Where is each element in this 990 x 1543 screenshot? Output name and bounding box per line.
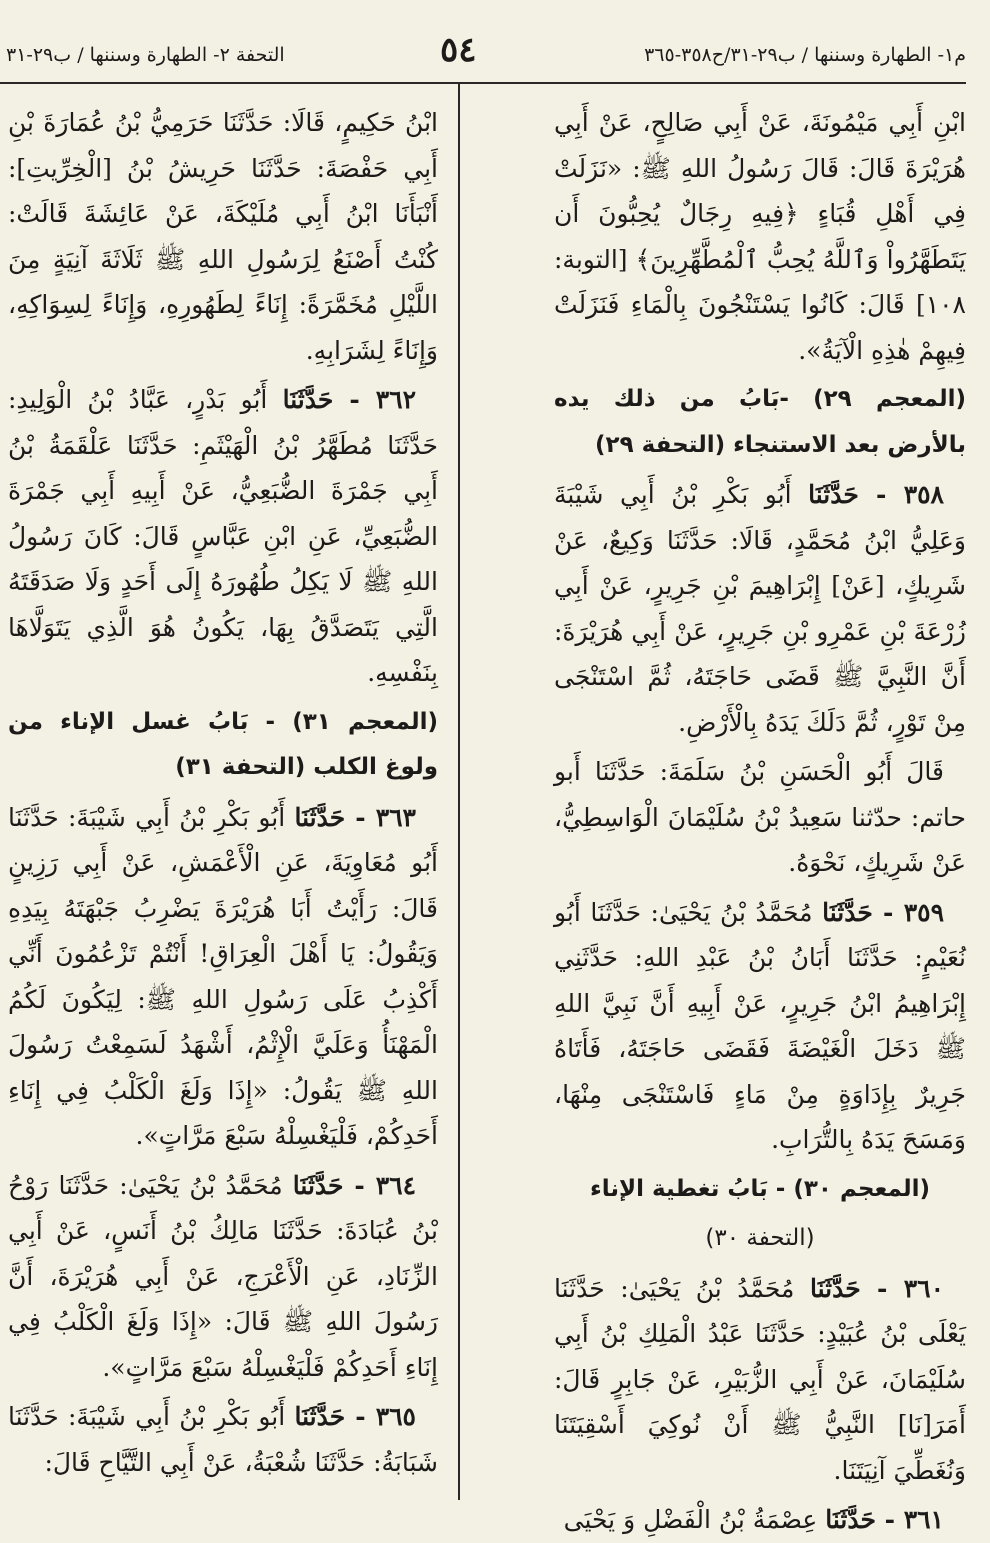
page-header <box>0 0 990 80</box>
hadith-363 <box>8 795 438 1159</box>
paragraph-continuation: ابْنِ أَبِي مَيْمُونَةَ، عَنْ أَبِي صَالِحٍ، عَنْ أَبِي هُرَيْرَةَ قَالَ: قَالَ رَسُولُ اللهِ ﷺ: «نَزَلَتْ فِي أَهْلِ قُبَاءٍ ﴿فِيهِ رِجَالٌ يُحِبُّونَ أَن يَتَطَهَّرُواْ وَٱللَّهُ يُحِبُّ ٱلْمُطَّهِّرِينَ﴾ [التوبة: ١٠٨] قَالَ: كَانُوا يَسْتَنْجُونَ بِالْمَاءِ فَنَزَلَتْ فِيهِمْ هٰذِهِ الْآيَةُ». <box>554 108 966 365</box>
running-head-right: م١- الطهارة وسننها / ب٢٩-٣١/ح٣٥٨-٣٦٥ <box>644 44 966 66</box>
hadith-359 <box>554 890 966 1163</box>
hadith-361 <box>554 1497 966 1543</box>
page-number: ٥٤ <box>440 30 477 70</box>
hadith-365 <box>8 1394 438 1485</box>
hadith-text: مُحَمَّدُ بْنُ يَحْيَىٰ: حَدَّثَنَا يَعْلَى بْنُ عُبَيْدٍ: حَدَّثَنَا عَبْدُ الْمَلِكِ بْنُ أَبِي سُلَيْمَانَ، عَنْ أَبِي الزُّبَيْرِ، عَنْ جَابِرٍ قَالَ: أَمَرَ[نَا] النَّبِيُّ ﷺ أَنْ نُوكِيَ أَسْقِيَتَنَا وَنُغَطِّيَ آنِيَتَنَا. <box>554 1273 966 1485</box>
hadith-364 <box>8 1163 438 1391</box>
hadith-text: أَبُو بَكْرِ بْنُ أَبِي شَيْبَةَ وَعَلِيُّ ابْنُ مُحَمَّدٍ، قَالَا: حَدَّثَنَا وَكِيعٌ، عَنْ شَرِيكٍ، [عَنْ] إِبْرَاهِيمَ بْنِ جَرِيرٍ، عَنْ أَبِي زُرْعَةَ بْنِ عَمْرِو بْنِ جَرِيرٍ، عَنْ أَبِي هُرَيْرَةَ: أَنَّ النَّبِيَّ ﷺ قَضَى حَاجَتَهُ، ثُمَّ اسْتَنْجَى مِنْ تَوْرٍ، ثُمَّ دَلَكَ يَدَهُ بِالْأَرْضِ. <box>554 480 966 737</box>
hadith-358 <box>554 472 966 745</box>
hadith-text: عِصْمَةُ بْنُ الْفَضْلِ وَ يَحْيَى <box>563 1505 818 1534</box>
paragraph-continuation: ابْنُ حَكِيمٍ، قَالَا: حَدَّثَنَا حَرَمِيُّ بْنُ عُمَارَةَ بْنِ أَبِي حَفْصَةَ: حَدَّثَنَا حَرِيشُ بْنُ [الْخِرِّيتِ]: أَنْبَأَنَا ابْنُ أَبِي مُلَيْكَةَ، عَنْ عَائِشَةَ قَالَتْ: كُنْتُ أَصْنَعُ لِرَسُولِ اللهِ ﷺ ثَلَاثَةَ آنِيَةٍ مِنَ اللَّيْلِ مُخَمَّرَةً: إِنَاءً لِطَهُورِهِ، وَإِنَاءً لِسِوَاكِهِ، وَإِنَاءً لِشَرَابِهِ. <box>8 108 438 365</box>
hadith-number: ٣٦٤ - حَدَّثَنَا <box>292 1170 417 1200</box>
chapter-heading-30-sub: (التحفة ٣٠) <box>705 1225 815 1251</box>
hadith-number: ٣٦٢ - حَدَّثَنَا <box>282 385 417 414</box>
column-divider <box>458 84 460 1500</box>
right-column <box>554 100 966 1534</box>
hadith-number: ٣٦٥ - حَدَّثَنَا <box>294 1402 416 1431</box>
chapter-heading-29: (المعجم ٢٩) -بَابُ من ذلك يده بالأرض بعد الاستنجاء (التحفة ٢٩) <box>554 386 966 458</box>
chapter-heading-30: (المعجم ٣٠) - بَابُ تغطية الإناء <box>589 1175 930 1202</box>
left-column <box>8 100 438 1490</box>
hadith-text: مُحَمَّدُ بْنُ يَحْيَىٰ: حَدَّثَنَا أَبُو نُعَيْمٍ: حَدَّثَنَا أَبَانُ بْنُ عَبْدِ اللهِ: حَدَّثَنِي إِبْرَاهِيمُ ابْنُ جَرِيرٍ، عَنْ أَبِيهِ أَنَّ نَبِيَّ اللهِ ﷺ دَخَلَ الْغَيْضَةَ فَقَضَى حَاجَتَهُ، فَأَتَاهُ جَرِيرٌ بِإِدَاوَةٍ مِنْ مَاءٍ فَاسْتَنْجَى مِنْهَا، وَمَسَحَ يَدَهُ بِالتُّرَابِ. <box>554 897 966 1154</box>
hadith-number: ٣٦٠ - حَدَّثَنَا <box>809 1273 945 1303</box>
hadith-number: ٣٦١ - حَدَّثَنَا <box>825 1505 944 1534</box>
hadith-text: أَبُو بَدْرٍ، عَبَّادُ بْنُ الْوَلِيدِ: حَدَّثَنَا مُطَهَّرُ بْنُ الْهَيْثَمِ: حَدَّثَنَا عَلْقَمَةُ بْنُ أَبِي جَمْرَةَ الضُّبَعِيُّ، عَنْ أَبِيهِ أَبِي جَمْرَةَ الضُّبَعِيِّ، عَنِ ابْنِ عَبَّاسٍ قَالَ: كَانَ رَسُولُ اللهِ ﷺ لَا يَكِلُ طُهُورَهُ إِلَى أَحَدٍ وَلَا صَدَقَتَهُ الَّتِي يَتَصَدَّقُ بِهَا، يَكُونُ هُوَ الَّذِي يَتَوَلَّاهَا بِنَفْسِهِ. <box>8 385 438 687</box>
hadith-number: ٣٦٣ - حَدَّثَنَا <box>294 802 416 832</box>
running-head-left: التحفة ٢- الطهارة وسننها / ب٢٩-٣١ <box>6 44 285 66</box>
hadith-362 <box>8 377 438 696</box>
hadith-number: ٣٥٩ - حَدَّثَنَا <box>822 897 945 927</box>
hadith-360 <box>554 1266 966 1494</box>
header-rule <box>0 82 966 84</box>
chapter-heading-31: (المعجم ٣١) - بَابُ غسل الإناء من ولوغ الكلب (التحفة ٣١) <box>8 708 438 780</box>
hadith-text: مُحَمَّدُ بْنُ يَحْيَىٰ: حَدَّثَنَا رَوْحُ بْنُ عُبَادَةَ: حَدَّثَنَا مَالِكُ بْنُ أَنَسٍ، عَنْ أَبِي الزِّنَادِ، عَنِ الْأَعْرَجِ، عَنْ أَبِي هُرَيْرَةَ، أَنَّ رَسُولَ اللهِ ﷺ قَالَ: «إِذَا وَلَغَ الْكَلْبُ فِي إِنَاءِ أَحَدِكُمْ فَلْيَغْسِلْهُ سَبْعَ مَرَّاتٍ». <box>8 1170 438 1382</box>
hadith-text: أَبُو بَكْرِ بْنُ أَبِي شَيْبَةَ: حَدَّثَنَا شَبَابَةُ: حَدَّثَنَا شُعْبَةُ، عَنْ أَبِي التَّيَّاحِ قَالَ: <box>8 1402 438 1477</box>
hadith-text: أَبُو بَكْرِ بْنُ أَبِي شَيْبَةَ: حَدَّثَنَا أَبُو مُعَاوِيَةَ، عَنِ الْأَعْمَشِ، عَنْ أَبِي رَزِينٍ قَالَ: رَأَيْتُ أَبَا هُرَيْرَةَ يَضْرِبُ جَبْهَتَهُ بِيَدِهِ وَيَقُولُ: يَا أَهْلَ الْعِرَاقِ! أَنْتُمْ تَزْعُمُونَ أَنِّي أَكْذِبُ عَلَى رَسُولِ اللهِ ﷺ: لِيَكُونَ لَكُمُ الْمَهْنَأُ وَعَلَيَّ الْإِثْمُ، أَشْهَدُ لَسَمِعْتُ رَسُولَ اللهِ ﷺ يَقُولُ: «إِذَا وَلَغَ الْكَلْبُ فِي إِنَاءِ أَحَدِكُمْ، فَلْيَغْسِلْهُ سَبْعَ مَرَّاتٍ». <box>8 802 438 1150</box>
hadith-note: قَالَ أَبُو الْحَسَنِ بْنُ سَلَمَةَ: حَدَّثَنَا أَبو حاتم: حدّثنا سَعِيدُ بْنُ سُلَيْمَانَ الْوَاسِطِيُّ، عَنْ شَرِيكٍ، نَحْوَهُ. <box>554 757 966 877</box>
hadith-number: ٣٥٨ - حَدَّثَنَا <box>808 480 944 509</box>
